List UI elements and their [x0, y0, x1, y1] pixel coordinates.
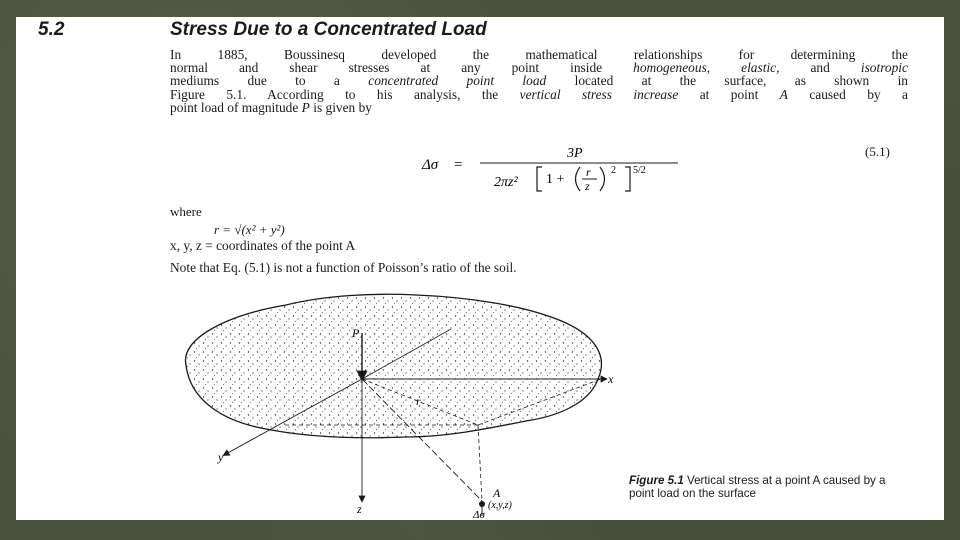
coordinates-definition: x, y, z = coordinates of the point A: [170, 238, 356, 253]
label-A-coords: (x,y,z): [488, 500, 512, 511]
boussinesq-equation: [420, 133, 940, 193]
label-r: r: [416, 394, 421, 408]
intro-line-5: point load of magnitude P is given by: [170, 99, 372, 115]
r-definition: r = √(x² + y²): [214, 222, 285, 237]
label-P: P: [352, 326, 360, 340]
point-a: [479, 501, 485, 507]
where-label: where: [170, 204, 202, 219]
vertical-dash: [478, 425, 482, 501]
poisson-note: Note that Eq. (5.1) is not a function of Poisson’s ratio of the soil.: [170, 260, 517, 275]
eq-one-plus: 1 +: [546, 172, 565, 187]
eq-lhs: Δσ: [422, 157, 439, 173]
intro-line-4: Figure 5.1. According to his analysis, the vertical stress increase at point A caused by a: [170, 86, 908, 102]
eq-denominator: 2πz²: [494, 175, 518, 190]
label-y: y: [218, 450, 224, 464]
section-title: Stress Due to a Concentrated Load: [170, 19, 487, 40]
eq-numerator: 3P: [567, 146, 583, 161]
figure-caption-label: Figure 5.1: [629, 474, 684, 487]
figure-5-1-diagram: [166, 287, 626, 519]
intro-paragraph: [170, 48, 908, 114]
eq-left-paren: [576, 167, 581, 191]
label-z: z: [357, 502, 362, 516]
intro-line-2: normal and shear stresses at any point inside homogeneous, elastic, and isotropic: [170, 60, 908, 76]
figure-caption: [629, 475, 909, 500]
figure-caption-text: Vertical stress at a point A caused by a point load on the surface: [629, 474, 886, 500]
label-A: A: [493, 486, 501, 500]
eq-inner-exponent: 2: [611, 165, 616, 176]
eq-frac-r: r: [586, 165, 591, 179]
intro-line-3: mediums due to a concentrated point load located at the surface, as shown in: [170, 73, 909, 89]
soil-mass: [185, 294, 601, 437]
section-number: 5.2: [38, 19, 65, 40]
eq-right-bracket: [625, 167, 630, 191]
eq-frac-z: z: [585, 179, 590, 193]
eq-outer-exponent: 5/2: [633, 165, 646, 176]
textbook-page: [16, 17, 944, 520]
intro-line-1: In 1885, Boussinesq developed the mathematical relationships for determining the: [170, 47, 908, 62]
eq-left-bracket: [537, 167, 542, 191]
eq-equals: =: [454, 157, 463, 173]
equation-label: (5.1): [865, 144, 890, 159]
label-delta-sigma: Δσ: [473, 509, 485, 519]
label-x: x: [608, 372, 614, 386]
eq-right-paren: [600, 167, 605, 191]
